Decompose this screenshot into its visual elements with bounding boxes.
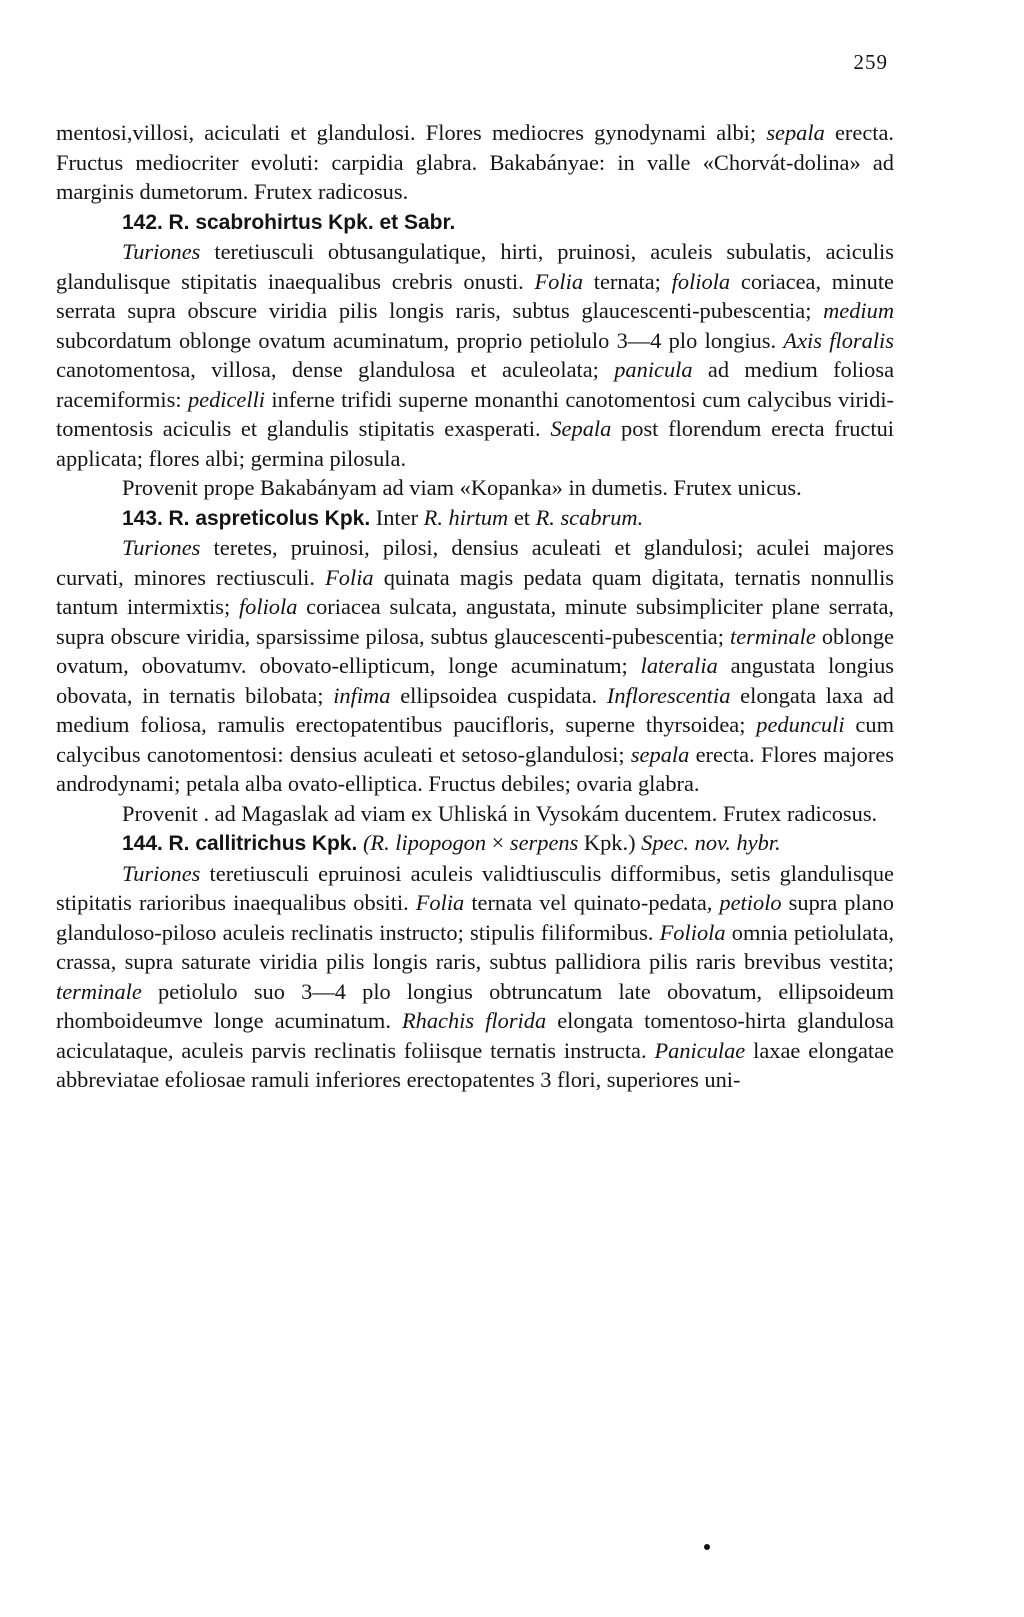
text-run: cum calycibus canotomentosi: densius aculeati et setoso-glandulosi; [56, 712, 894, 767]
italic-term: sepala [766, 120, 825, 145]
text-run: ternata vel quinato-pedata, [464, 890, 720, 915]
text-run: petiolulo suo 3—4 plo longius obtruncatum late obovatum, ellipsoideum rhomboideumve longe acuminatum. [56, 978, 894, 1033]
italic-term: Spec. nov. hybr. [641, 830, 781, 855]
italic-term: Inflorescentia [606, 682, 731, 708]
text-run: post florendum erecta fructui applicata; flores albi; germina pilosula. [56, 416, 894, 471]
species-name: R. aspreticolus [168, 506, 320, 530]
text-run: coriacea sulcata, angustata, minute subsimpliciter plane serrata, supra obscure viridia, sparsissime pilosa, subtus glaucescenti-pubescentia; [56, 594, 894, 649]
italic-term: lateralia [640, 653, 718, 678]
text-run: et [508, 504, 536, 530]
italic-term: Axis floralis [783, 327, 894, 353]
description-144 [56, 859, 894, 1095]
text-run: coriacea, minute serrata supra obscure viridia pilis longis raris, subtus glaucescenti-pubescentia; [56, 268, 894, 323]
italic-term: infima [333, 682, 391, 708]
locality-143: Provenit . ad Magaslak ad viam ex Uhliská in Vysokám ducentem. Frutex radicosus. [122, 800, 878, 826]
text-run: canotomentosa, villosa, dense glandulosa et aculeolata; [56, 357, 615, 382]
text-run: teretes, pruinosi, pilosi, densius aculeati et glandulosi; aculei majores curvati, minores rectiusculi. [56, 535, 894, 590]
italic-term: Turiones [122, 239, 201, 264]
italic-term: sepala [630, 741, 690, 767]
species-heading-143 [56, 503, 894, 534]
italic-term: Folia [415, 890, 465, 915]
italic-term: foliola [238, 594, 298, 619]
text-run: elongata tomentoso-hirta glandulosa aciculataque, aculeis parvis reclinatis foliisque ternatis instructa. [56, 1008, 894, 1063]
species-heading-142 [56, 207, 894, 238]
entry-number: 142. [122, 210, 163, 234]
italic-term: terminale [56, 978, 142, 1004]
italic-term: Foliola [659, 919, 726, 945]
text-run: Inter [370, 504, 424, 530]
text-run: teretiusculi obtusangulatique, hirti, pruinosi, aculeis subulatis, aciculis glandulisque stipitatis inaequalibus crebris onusti. [56, 239, 894, 294]
italic-term: terminale [730, 623, 816, 649]
text-run: laxae elongatae abbreviatae efoliosae ramuli inferiores erectopatentes 3 flori, superiores uni- [56, 1037, 894, 1092]
text-run: omnia petiolulata, crassa, supra saturate viridia pilis longis raris, subtus pallidiora pilis raris brevibus vestita; [56, 919, 894, 974]
italic-term: R. scabrum. [535, 504, 644, 530]
italic-term: Folia [534, 268, 584, 294]
text-run: ellipsoidea cuspidata. [390, 682, 607, 708]
text-run: erecta. Fructus mediocriter evoluti: carpidia glabra. Bakabányae: in valle «Chorvát-dolina» ad marginis dumetorum. Frutex radicosus. [56, 120, 895, 204]
species-authority: Kpk. [324, 506, 371, 530]
italic-term: panicula [614, 357, 693, 382]
italic-term: foliola [671, 268, 731, 294]
description-142 [56, 237, 894, 473]
text-run: ad medium foliosa racemiformis: [56, 357, 895, 412]
text-run: mentosi,villosi, aciculati et glandulosi. Flores mediocres gynodynami albi; [56, 120, 767, 145]
italic-term: (R. lipopogon [362, 830, 487, 855]
text-run: subcordatum oblonge ovatum acuminatum, proprio petiolulo 3—4 plo longius. [56, 327, 784, 353]
italic-term: Folia [325, 564, 374, 590]
italic-term: medium [823, 298, 894, 323]
text-run: ternata; [583, 268, 672, 294]
italic-term: serpens [509, 830, 579, 855]
species-heading-144 [56, 828, 894, 859]
text-run: Kpk.) [578, 830, 636, 855]
italic-term: pedunculi [756, 712, 845, 737]
entry-number: 143. [122, 506, 163, 530]
species-authority: Kpk. et Sabr. [328, 210, 456, 234]
text-run: teretiusculi epruinosi aculeis validtiusculis difformibus, setis glandulisque stipitatis rarioribus inaequalibus obsiti. [56, 860, 894, 915]
species-name: R. callitrichus [168, 832, 307, 855]
italic-term: Paniculae [654, 1037, 746, 1063]
text-run: × [486, 830, 510, 855]
page-number: 259 [853, 50, 888, 74]
text-run: quinata magis pedata quam digitata, ternatis nonnullis tantum intermixtis; [56, 564, 895, 619]
italic-term: Turiones [122, 860, 201, 886]
species-name: R. scabrohirtus [168, 210, 323, 234]
locality-142: Provenit prope Bakabányam ad viam «Kopanka» in dumetis. Frutex unicus. [122, 475, 802, 500]
paragraph-continuation [56, 118, 894, 207]
text-run: angustata longius obovata, in ternatis bilobata; [56, 653, 895, 708]
italic-term: Rhachis florida [401, 1008, 547, 1033]
italic-term: petiolo [719, 890, 782, 915]
page-text [56, 118, 894, 1095]
text-run: inferne trifidi superne monanthi canotomentosi cum calycibus viridi-tomentosis aciculis et glandulis stipitatis exasperati. [56, 386, 894, 441]
print-speck [704, 1544, 710, 1550]
text-run: supra plano glanduloso-piloso aculeis reclinatis instructo; stipulis filiformibus. [56, 890, 894, 945]
italic-term: R. hirtum [423, 504, 509, 530]
species-authority: Kpk. [311, 832, 358, 855]
text-run: erecta. Flores majores androdynami; petala alba ovato-elliptica. Fructus debiles; ovaria glabra. [56, 741, 894, 796]
italic-term: Sepala [550, 416, 612, 441]
text-run: oblonge ovatum, obovatumv. obovato-ellipticum, longe acuminatum; [56, 623, 894, 678]
entry-number: 144. [122, 832, 163, 855]
italic-term: pedicelli [187, 386, 266, 412]
italic-term: Turiones [122, 535, 201, 560]
description-143 [56, 533, 894, 799]
text-run: elongata laxa ad medium foliosa, ramulis erectopatentibus paucifloris, superne thyrsoidea; [56, 682, 894, 737]
